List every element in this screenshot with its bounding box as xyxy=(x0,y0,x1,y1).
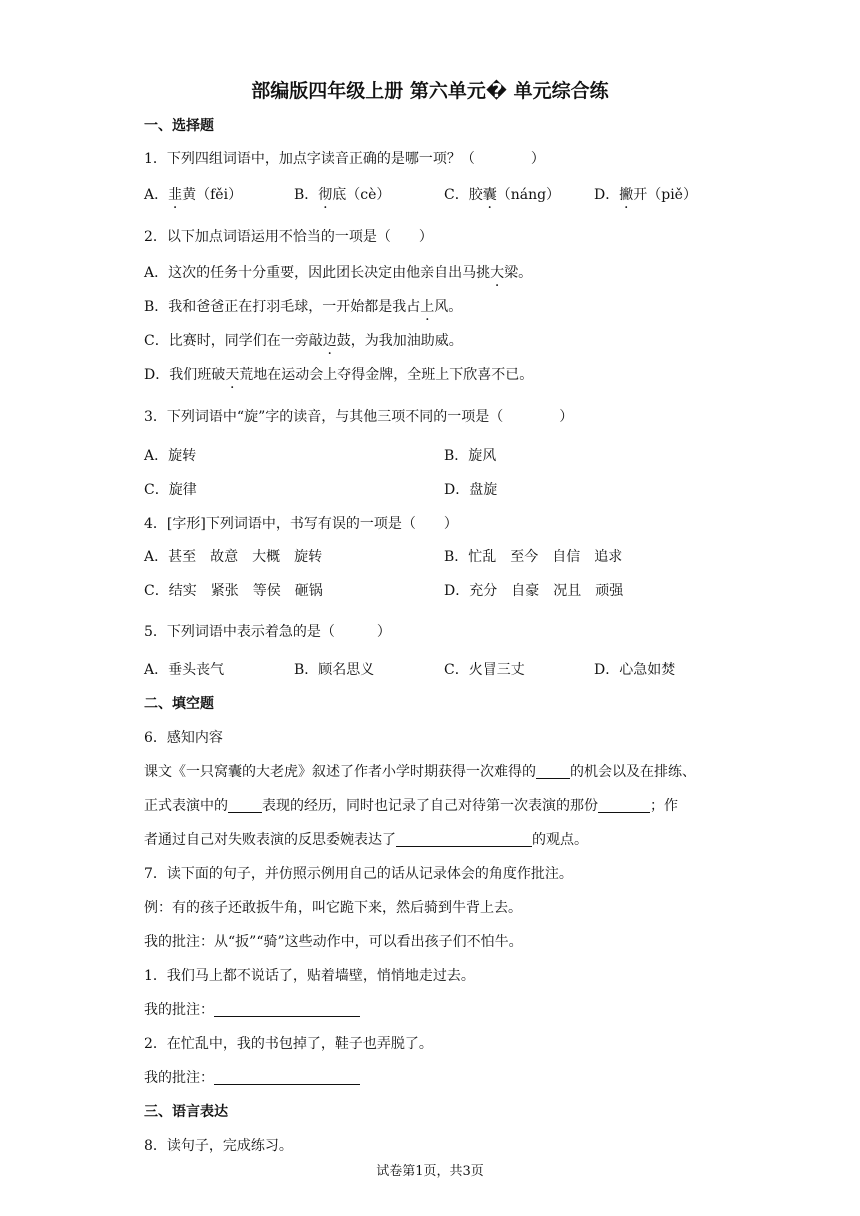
section-heading-expression: 三、语言表达 xyxy=(144,1104,228,1120)
question-5-option-d: D．心急如焚 xyxy=(594,662,676,678)
answer-blank[interactable] xyxy=(228,798,262,813)
question-4-option-c: C．结实 紧张 等侯 砸锅 xyxy=(144,583,323,599)
page-footer: 试卷第1页，共3页 xyxy=(376,1164,484,1179)
question-6-stem: 6．感知内容 xyxy=(144,730,223,746)
question-4-option-a: A．甚至 故意 大概 旋转 xyxy=(144,549,323,565)
question-7-note-1: 我的批注： xyxy=(144,999,360,1019)
question-3-stem: 3．下列词语中“旋”字的读音，与其他三项不同的一项是（ ） xyxy=(144,409,574,425)
question-7-example-note: 我的批注：从“扳”“骑”这些动作中，可以看出孩子们不怕牛。 xyxy=(144,934,523,950)
question-2-option-a: A．这次的任务十分重要，因此团长决定由他亲自出马挑大梁。 xyxy=(144,265,533,281)
answer-blank[interactable] xyxy=(396,832,532,847)
answer-blank[interactable] xyxy=(598,798,650,813)
question-4-stem: 4．[字形]下列词语中，书写有误的一项是（ ） xyxy=(144,516,458,532)
question-5-option-b: B．顾名思义 xyxy=(294,662,375,678)
question-5-stem: 5．下列词语中表示着急的是（ ） xyxy=(144,624,391,640)
question-6-line-2: 正式表演中的 表现的经历，同时也记录了自己对待第一次表演的那份 ；作 xyxy=(144,798,678,814)
question-2-stem: 2．以下加点词语运用不恰当的一项是（ ） xyxy=(144,229,433,245)
answer-blank[interactable] xyxy=(214,1070,360,1085)
question-4-option-d: D．充分 自豪 况且 顽强 xyxy=(444,583,624,599)
question-1-option-c: C．胶囊（náng） xyxy=(444,187,561,203)
question-3-option-c: C．旋律 xyxy=(144,482,197,498)
question-7-example: 例：有的孩子还敢扳牛角，叫它跪下来，然后骑到牛背上去。 xyxy=(144,900,522,916)
question-7-sentence-1: 1．我们马上都不说话了，贴着墙壁，悄悄地走过去。 xyxy=(144,968,475,984)
question-7-stem: 7．读下面的句子，并仿照示例用自己的话从记录体会的角度作批注。 xyxy=(144,866,573,882)
answer-blank[interactable] xyxy=(536,764,570,779)
question-5-option-a: A．垂头丧气 xyxy=(144,662,225,678)
question-3-option-d: D．盘旋 xyxy=(444,482,498,498)
question-4-option-b: B．忙乱 至今 自信 追求 xyxy=(444,549,623,565)
question-2-option-d: D．我们班破天荒地在运动会上夺得金牌，全班上下欣喜不已。 xyxy=(144,367,534,383)
section-heading-fill: 二、填空题 xyxy=(144,696,214,712)
question-7-sentence-2: 2．在忙乱中，我的书包掉了，鞋子也弄脱了。 xyxy=(144,1036,433,1052)
question-6-line-1: 课文《一只窝囊的大老虎》叙述了作者小学时期获得一次难得的 的机会以及在排练、 xyxy=(144,764,696,780)
question-1-option-d: D．撇开（piě） xyxy=(594,187,697,203)
question-7-note-2: 我的批注： xyxy=(144,1067,360,1087)
question-2-option-c: C．比赛时，同学们在一旁敲边鼓，为我加油助威。 xyxy=(144,333,463,349)
question-3-option-b: B．旋风 xyxy=(444,448,497,464)
question-2-option-b: B．我和爸爸正在打羽毛球，一开始都是我占上风。 xyxy=(144,299,463,315)
question-5-option-c: C．火冒三丈 xyxy=(444,662,525,678)
question-3-option-a: A．旋转 xyxy=(144,448,197,464)
question-1-option-a: A．韭黄（fěi） xyxy=(144,187,243,203)
section-heading-choice: 一、选择题 xyxy=(144,118,214,134)
question-8-stem: 8．读句子，完成练习。 xyxy=(144,1138,293,1154)
answer-blank[interactable] xyxy=(214,1002,360,1017)
question-1-option-b: B．彻底（cè） xyxy=(294,187,391,203)
page-title: 部编版四年级上册 第六单元� 单元综合练 xyxy=(251,80,609,102)
question-1-stem: 1．下列四组词语中，加点字读音正确的是哪一项？（ ） xyxy=(144,151,545,167)
question-6-line-3: 者通过自己对失败表演的反思委婉表达了 的观点。 xyxy=(144,832,588,848)
